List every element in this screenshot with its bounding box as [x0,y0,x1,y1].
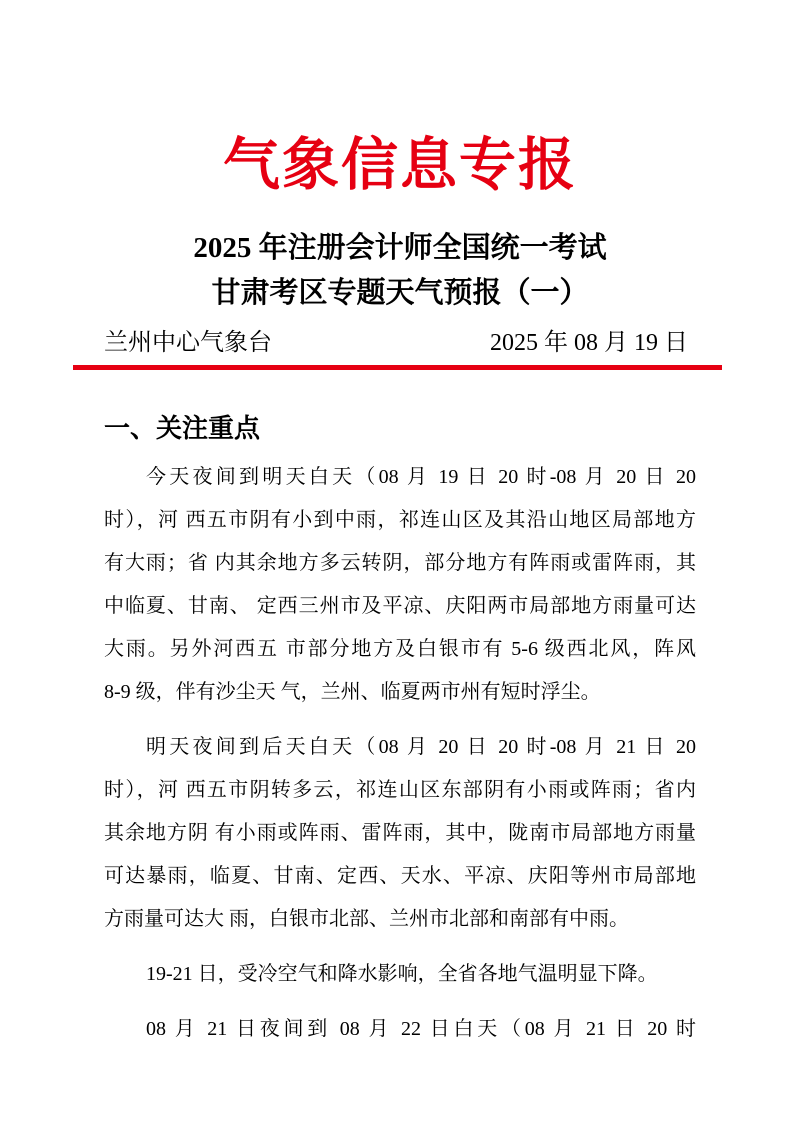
subtitle-block [0,226,800,316]
paragraph-line: 大雨。另外河西五 市部分地方及白银市有 5-6 级西北风，阵风 [104,637,696,660]
subtitle-line-2: 甘肃考区专题天气预报（一） [211,276,589,309]
section-heading: 一、关注重点 [104,413,261,443]
paragraph-line: 可达暴雨，临夏、甘南、定西、天水、平凉、庆阳等州市局部地 [104,864,696,887]
subtitle-line-1: 2025 年注册会计师全国统一考试 [193,231,607,264]
body-paragraph [104,1008,696,1051]
paragraph-line: 有大雨；省 内其余地方多云转阴，部分地方有阵雨或雷阵雨，其 [104,551,696,574]
paragraph-line: 中临夏、甘南、 定西三州市及平凉、庆阳两市局部地方雨量可达 [104,594,696,617]
paragraph-line: 其余地方阴 有小雨或阵雨、雷阵雨，其中，陇南市局部地方雨量 [104,821,696,844]
body-paragraphs [104,456,696,1051]
paragraph-line: 08 月 21 日夜间到 08 月 22 日白天（08 月 21 日 20 时 [146,1017,696,1040]
paragraph-line: 方雨量可达大 雨，白银市北部、兰州市北部和南部有中雨。 [104,907,629,930]
document-title: 气象信息专报 [223,134,577,197]
red-divider-rule [73,365,722,370]
masthead-row [104,328,688,358]
paragraph-line: 8-9 级，伴有沙尘天 气，兰州、临夏两市州有短时浮尘。 [104,680,601,703]
paragraph-line: 时），河 西五市阴转多云，祁连山区东部阴有小雨或阵雨；省内 [104,778,696,801]
body-paragraph [104,456,696,714]
paragraph-line: 明天夜间到后天白天（08 月 20 日 20 时-08 月 21 日 20 [146,735,696,758]
body-paragraph [104,953,696,996]
issue-date: 2025 年 08 月 19 日 [490,329,688,356]
paragraph-line: 时），河 西五市阴有小到中雨，祁连山区及其沿山地区局部地方 [104,508,696,531]
paragraph-line: 今天夜间到明天白天（08 月 19 日 20 时-08 月 20 日 20 [146,465,696,488]
issuer-name: 兰州中心气象台 [104,329,272,356]
body-paragraph [104,726,696,941]
paragraph-line: 19-21 日，受冷空气和降水影响，全省各地气温明显下降。 [146,962,658,985]
